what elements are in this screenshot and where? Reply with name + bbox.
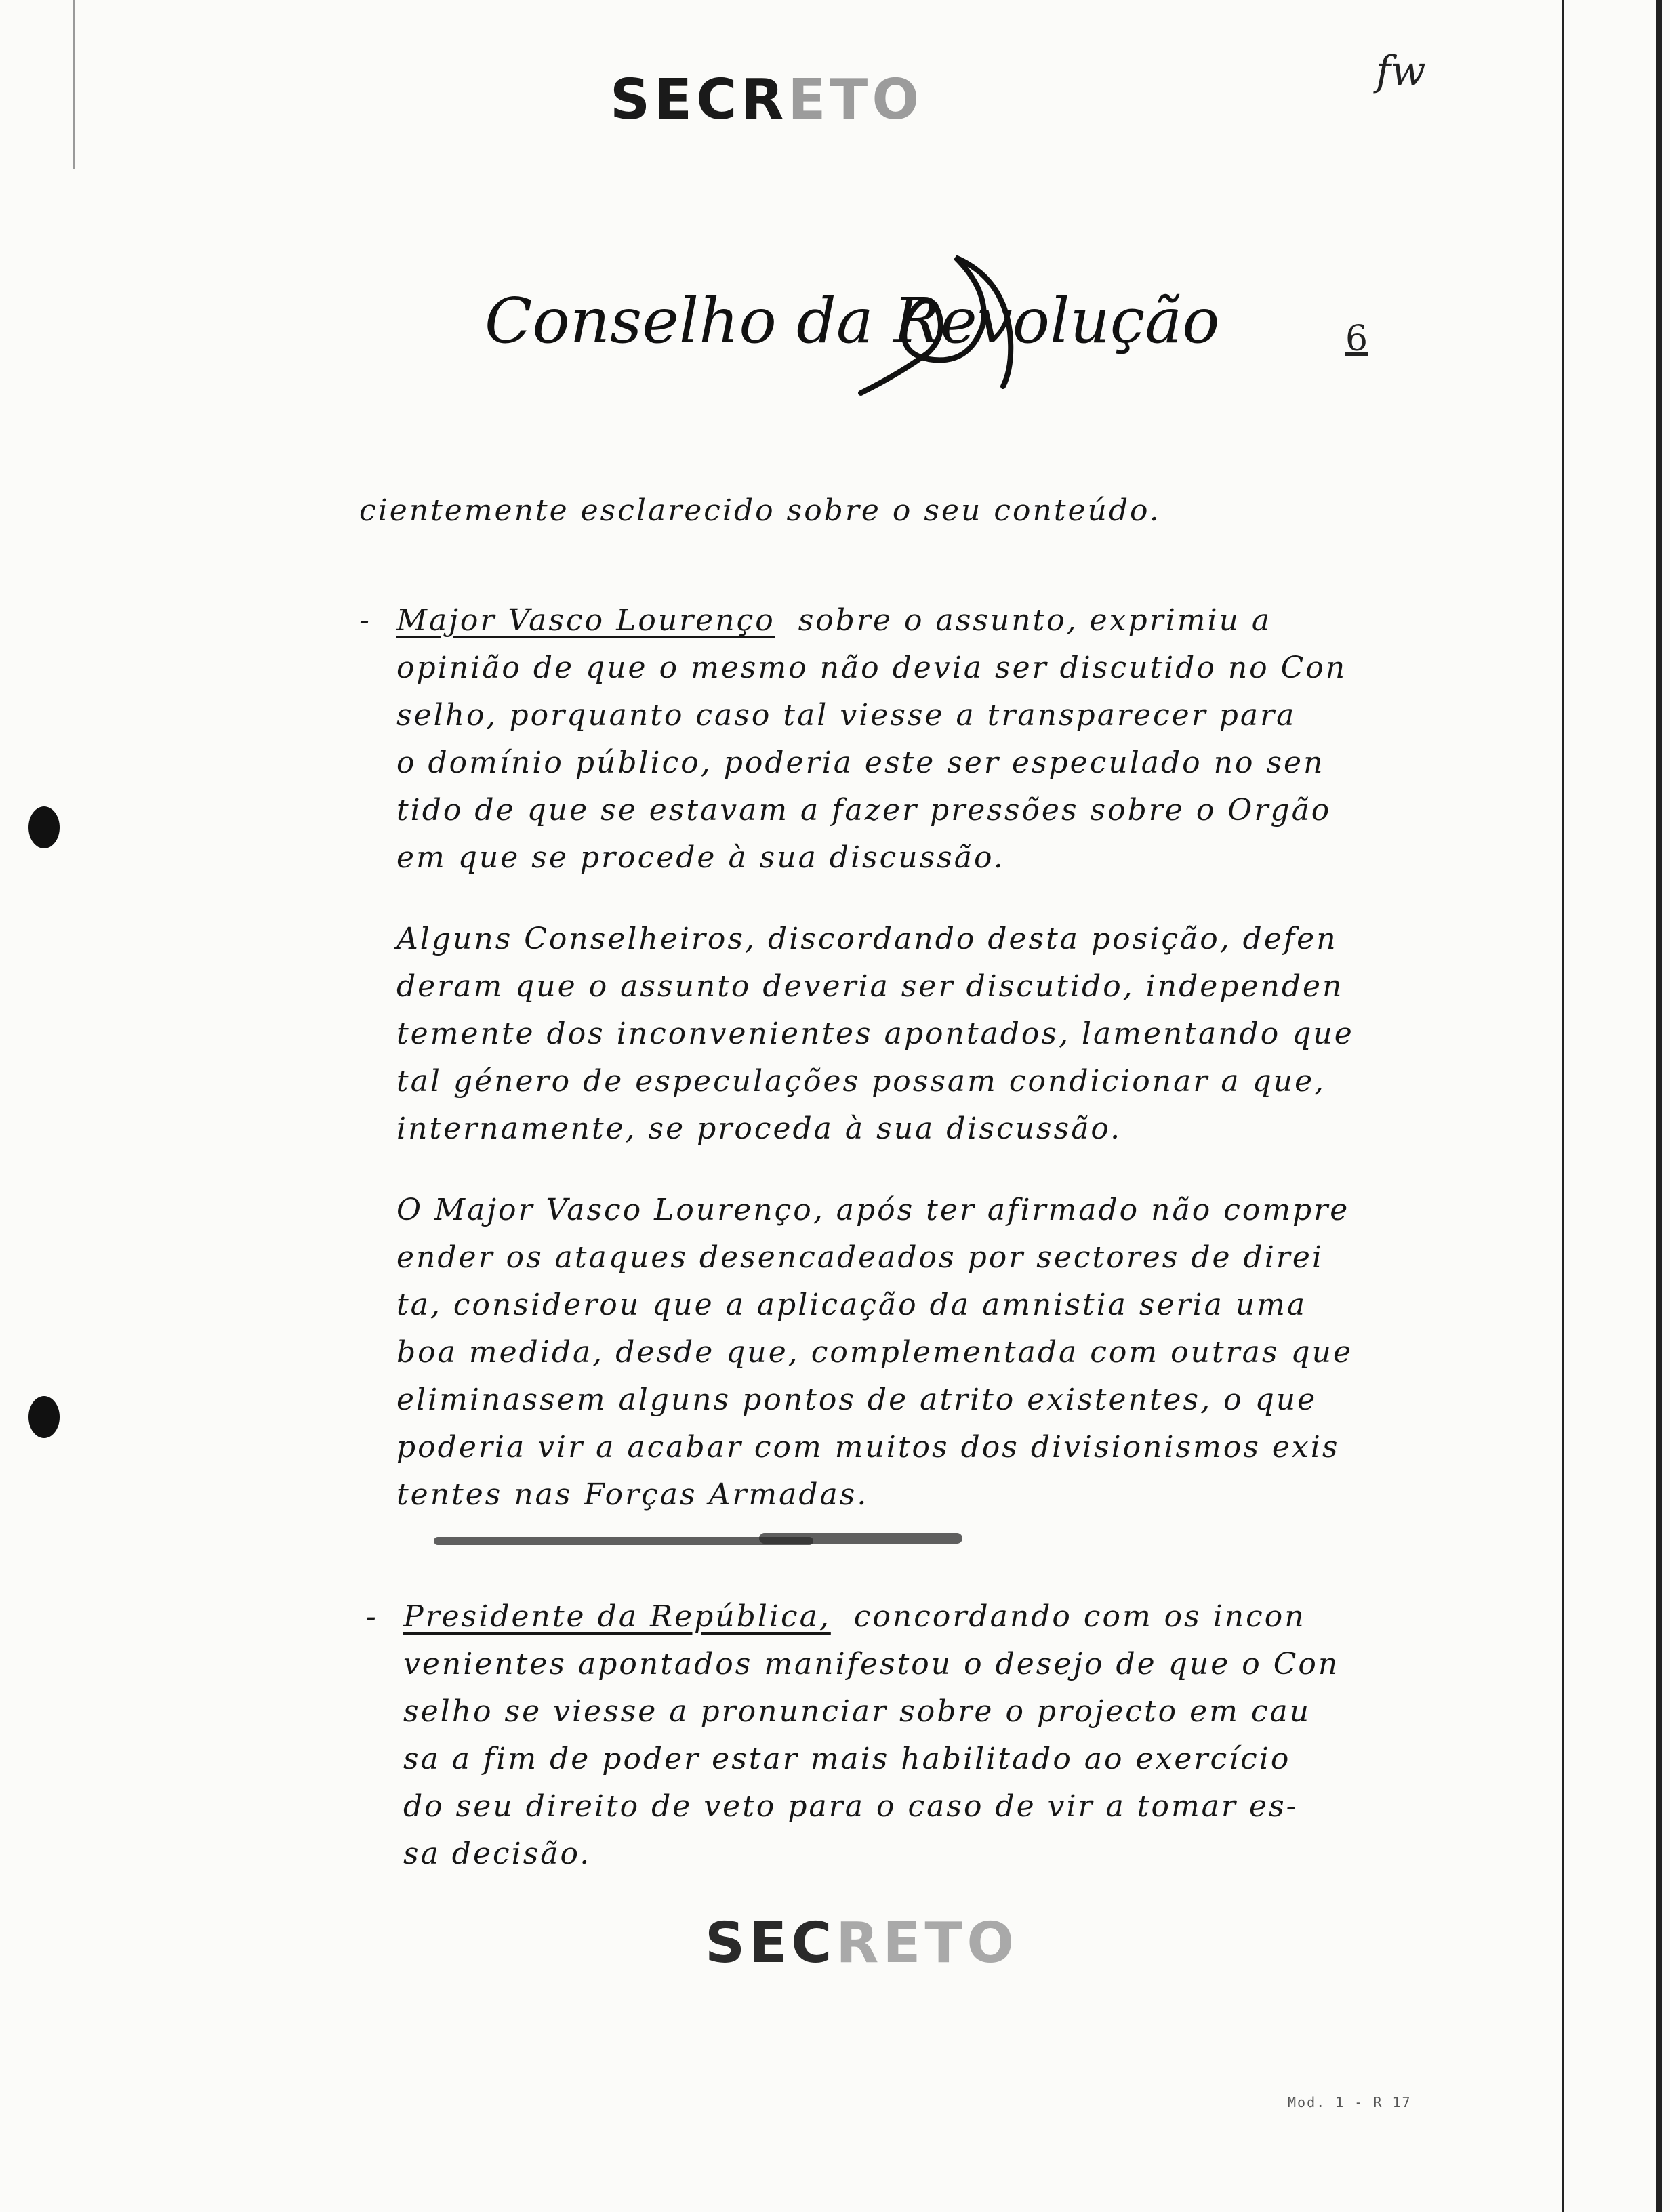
paragraph-4-line: do seu direito de veto para o caso de vir a tomar es- [403, 1789, 1299, 1824]
paragraph-3-line: eliminassem alguns pontos de atrito existentes, o que [396, 1382, 1318, 1417]
bullet-dash: - [366, 1599, 376, 1634]
page-binding-edge [1453, 0, 1670, 2212]
handwritten-signature [847, 251, 1078, 407]
handwritten-initials: fw [1376, 47, 1426, 95]
paragraph-2-line: temente dos inconvenientes apontados, lamentando que [396, 1017, 1354, 1051]
paragraph-3-line: O Major Vasco Lourenço, após ter afirmado não compre [396, 1193, 1350, 1227]
speaker-name: Major Vasco Lourenço [396, 603, 775, 638]
paragraph-4-line: sa a fim de poder estar mais habilitado ao exercício [403, 1742, 1291, 1776]
page-edge-shadow [73, 0, 75, 169]
bullet-dash: - [359, 603, 369, 638]
paragraph-1-line: tido de que se estavam a fazer pressões sobre o Orgão [396, 793, 1332, 827]
paragraph-3-line: ender os ataques desencadeados por sectores de direi [396, 1240, 1324, 1275]
paragraph-1-line: selho, porquanto caso tal viesse a transparecer para [396, 698, 1297, 733]
paragraph-0-line: cientemente esclarecido sobre o seu conteúdo. [359, 493, 1161, 528]
classification-stamp-top: SECRETO [610, 68, 924, 132]
paragraph-3-line: ta, considerou que a aplicação da amnistia seria uma [396, 1288, 1307, 1322]
form-code: Mod. 1 - R 17 [1288, 2094, 1412, 2110]
paragraph-1-line: em que se procede à sua discussão. [396, 840, 1005, 875]
paragraph-2-line: deram que o assunto deveria ser discutido, independen [396, 969, 1344, 1004]
paragraph-3-line: boa medida, desde que, complementada com outras que [396, 1335, 1353, 1370]
paragraph-4-line: Presidente da República, concordando com os incon [403, 1599, 1306, 1634]
letterhead: Conselho da Revolução [485, 285, 1220, 357]
paragraph-1-line: o domínio público, poderia este ser especulado no sen [396, 745, 1325, 780]
punch-hole-bottom [28, 1396, 60, 1438]
paragraph-1-line: opinião de que o mesmo não devia ser discutido no Con [396, 651, 1347, 685]
paragraph-3-line: poderia vir a acabar com muitos dos divisionismos exis [396, 1430, 1340, 1465]
paragraph-1-line: Major Vasco Lourenço sobre o assunto, exprimiu a [396, 603, 1272, 638]
page-number: 6 [1345, 319, 1368, 359]
paragraph-2-line: internamente, se proceda à sua discussão. [396, 1111, 1122, 1146]
paragraph-4-line: venientes apontados manifestou o desejo de que o Con [403, 1647, 1340, 1681]
speaker-name: Presidente da República, [403, 1599, 831, 1634]
paragraph-3-line: tentes nas Forças Armadas. [396, 1477, 869, 1512]
redaction-smudge [759, 1533, 962, 1544]
paragraph-4-line: sa decisão. [403, 1837, 592, 1871]
paragraph-4-line: selho se viesse a pronunciar sobre o projecto em cau [403, 1694, 1311, 1729]
classification-stamp-bottom: SECRETO [705, 1911, 1019, 1975]
paragraph-2-line: tal género de especulações possam condicionar a que, [396, 1064, 1326, 1099]
punch-hole-top [28, 806, 60, 848]
redaction-smudge [434, 1537, 813, 1545]
paragraph-2-line: Alguns Conselheiros, discordando desta posição, defen [396, 922, 1338, 956]
